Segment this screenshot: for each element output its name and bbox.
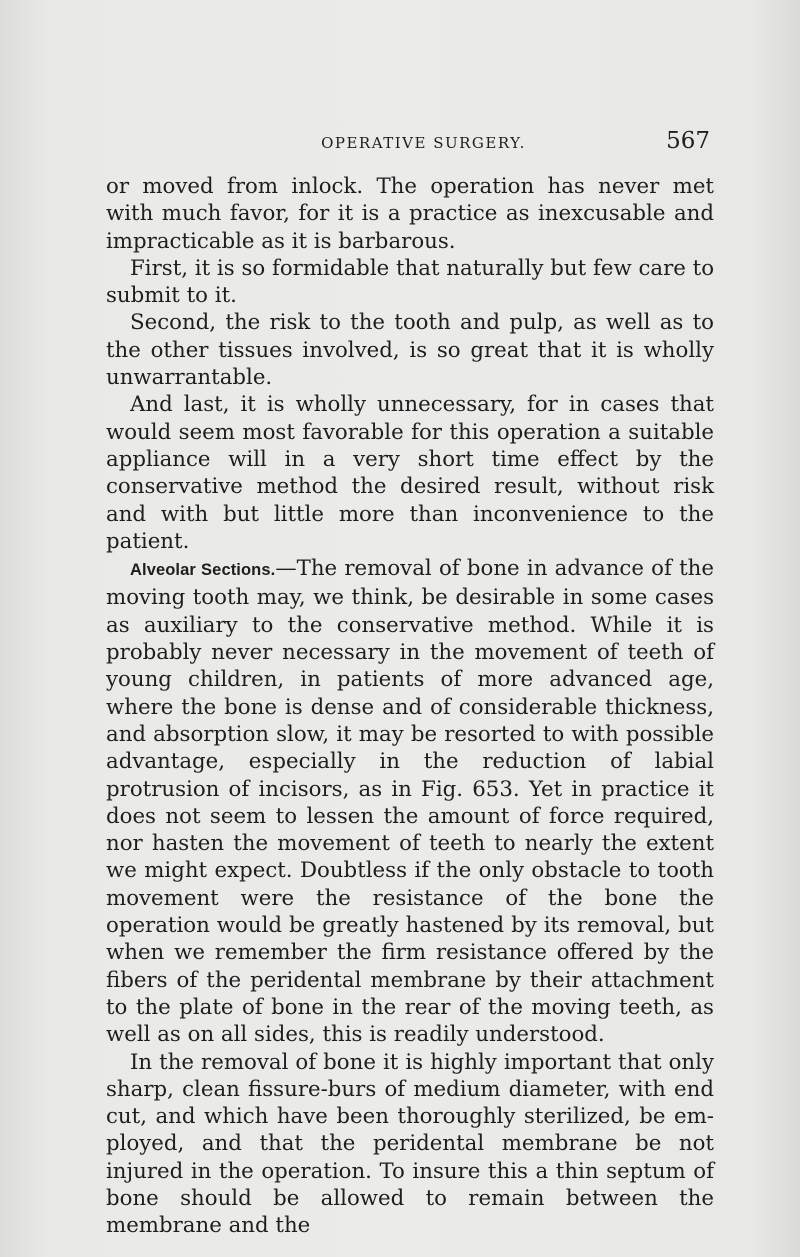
paragraph-first: First, it is so formidable that naturally but few care to submit to it. xyxy=(106,255,715,309)
running-title: OPERATIVE SURGERY. xyxy=(321,134,526,152)
paragraph-last: And last, it is wholly unnecessary, for in cases that would seem most favorable for this operation a suitable appliance will in a very short time effect by the conservative method the desired result, without risk and with but little more than inconvenience to the patient. xyxy=(106,392,714,554)
section-heading: Alveolar Sections. xyxy=(130,561,276,580)
paragraph-bone-removal: In the removal of bone it is highly important that only sharp, clean fissure-burs of medium diameter, with end cut, and which have been thoroughly sterilized, be employed, and that the peridental membrane be not injured in the operation. To insure this a thin septum of bone should be allowed to remain between the membrane and the xyxy=(106,1049,714,1239)
paragraph-continued: or moved from inlock. The operation has never met with much favor, for it is a practice as inexcusable and impracticable as it is barbarous. xyxy=(106,174,714,254)
paragraph-second: Second, the risk to the tooth and pulp, as well as to the other tissues involved, is so great that it is wholly unwarrantable. xyxy=(106,310,714,391)
body-text xyxy=(106,173,714,1240)
section-text: —The removal of bone in advance of the moving tooth may, we think, be desirable in some cases as auxiliary to the conservative method. While it is probably never necessary in the movement of teeth of young children, in patients of more advanced age, where the bone is dense and of considerable thickness, and absorption slow, it may be resorted to with possible advantage, especially in the reduction of labial protrusion of incisors, as in Fig. 653. Yet in practice it does not seem to lessen the amount of force required, nor hasten the movement of teeth to nearly the extent we might expect. Doubtless if the only obstacle to tooth movement were the resistance of the bone the operation would be greatly hastened by its removal, but when we remember the firm resistance offered by the fibers of the peridental membrane by their attachment to the plate of bone in the rear of the moving teeth, as well as on all sides, this is readily understood. xyxy=(106,556,714,1048)
paragraph-alveolar-sections xyxy=(106,555,714,1048)
page-number: 567 xyxy=(666,128,710,154)
running-head xyxy=(107,128,710,158)
